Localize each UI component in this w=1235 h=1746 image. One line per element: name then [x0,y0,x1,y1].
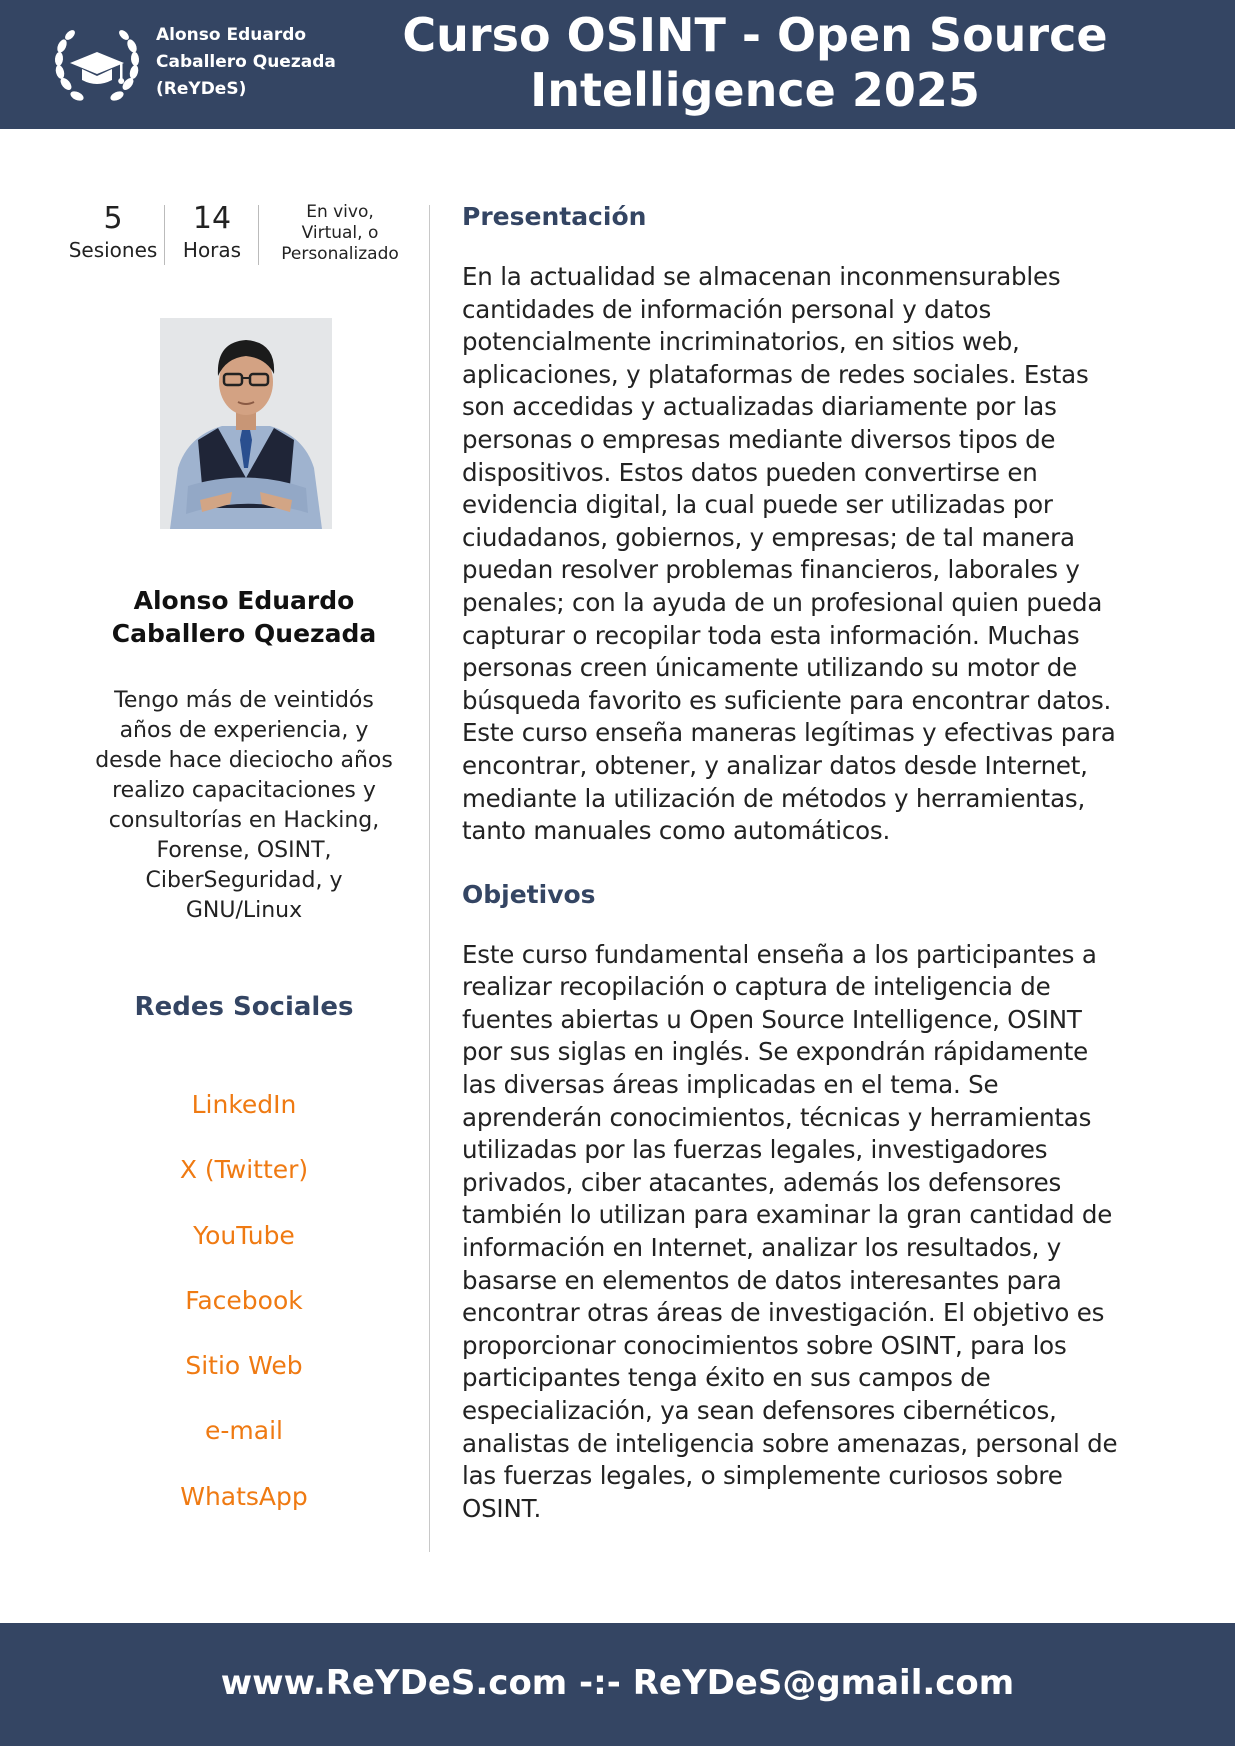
paragraph-line: por sus siglas en inglés. Se expondrán rápidamente [462,1037,1088,1067]
bio-line: consultorías en Hacking, [108,808,380,833]
stat-hours-label: Horas [182,238,242,262]
paragraph-line: En la actualidad se almacenan inconmensurables [462,262,1061,291]
stat-mode-line: Personalizado [281,244,399,264]
paragraph-line: Este curso fundamental enseña a los participantes a [462,939,1097,969]
brand-line: (ReYDeS) [156,79,247,99]
section-title-objetivos: Objetivos [462,879,596,909]
paragraph-line: encontrar, obtener, y analizar datos desde Internet, [462,750,1088,780]
bio-line: desde hace dieciocho años [95,748,393,773]
brand-line: Alonso Eduardo [156,25,307,45]
sidebar [40,200,448,1550]
paragraph-line: potencialmente incriminatorios, en sitios web, [462,327,1020,357]
paragraph-line: son accedidas y actualizadas diariamente por las [462,392,1057,422]
stat-hours-number: 14 [192,201,232,236]
paragraph-line: personas o empresas mediante diversos tipos de [462,424,1056,454]
stat-sessions-number: 5 [103,201,123,236]
paragraph-line: penales; con la ayuda de un profesional quien pueda [462,587,1103,617]
bio-line: CiberSeguridad, y [145,868,343,893]
bio-text [70,686,418,926]
paragraph-line: analistas de inteligencia sobre amenazas, personal de [462,1428,1118,1458]
paragraph-line: participantes tenga éxito en sus campos de [462,1363,991,1393]
main-content [462,200,1182,1525]
social-link-email[interactable]: e-mail [205,1416,283,1446]
stat-divider [258,205,259,265]
paragraph-line: Este curso enseña maneras legítimas y efectivas para [462,718,1116,748]
bio-line: Tengo más de veintidós [114,688,374,713]
person-name-line: Caballero Quezada [111,619,377,648]
paragraph-line: encontrar otras áreas de investigación. El objetivo es [462,1298,1105,1328]
brand-line: Caballero Quezada [156,52,336,72]
paragraph-line: cantidades de información personal y datos [462,294,992,324]
paragraph-line: especialización, ya sean defensores cibernéticos, [462,1396,1057,1425]
person-name-line: Alonso Eduardo [133,586,355,615]
paragraph-line: utilizadas por las fuerzas legales, investigadores [462,1135,1048,1165]
profile-photo [160,318,332,529]
paragraph-line: privados, ciber atacantes, además los defensores [462,1167,1062,1197]
bio-line: GNU/Linux [185,898,303,923]
social-title: Redes Sociales [134,992,354,1022]
social-link-facebook[interactable]: Facebook [185,1285,303,1315]
column-divider [429,205,430,1552]
section-title-presentacion: Presentación [462,202,647,231]
page-title [380,8,1130,118]
stat-mode-line: En vivo, [306,202,374,222]
bio-line: años de experiencia, y [119,718,369,743]
paragraph-line: fuentes abiertas u Open Source Intelligence, OSINT [462,1004,1082,1034]
paragraph-line: realizar recopilación o captura de inteligencia de [462,972,1051,1002]
paragraph-line: búsqueda favorito es suficiente para encontrar datos. [462,685,1112,715]
bio-line: realizo capacitaciones y [112,778,376,803]
paragraph-line: personas creen únicamente utilizando su motor de [462,653,1077,683]
footer-bar [0,1623,1235,1746]
bio-line: Forense, OSINT, [156,838,332,863]
paragraph-line: ciudadanos, gobiernos, y empresas; de tal manera [462,522,1075,552]
stat-mode [270,202,410,265]
stat-sessions-label: Sesiones [68,238,158,262]
stat-sessions [60,200,166,266]
social-link-youtube[interactable]: YouTube [193,1220,295,1250]
paragraph-line: capturar o recopilar toda esta información. Muchas [462,620,1080,650]
paragraph-line: aprenderán conocimientos, técnicas y herramientas [462,1102,1092,1132]
paragraph-line: puedan resolver problemas financieros, laborales y [462,555,1080,585]
brand-name [156,22,356,103]
person-name [40,584,448,650]
footer-contact: www.ReYDeS.com -:- ReYDeS@gmail.com [220,1663,1015,1703]
paragraph-line: proporcionar conocimientos sobre OSINT, para los [462,1330,1067,1360]
paragraph-line: basarse en elementos de datos interesantes para [462,1265,1062,1295]
paragraph-line: evidencia digital, la cual puede ser utilizadas por [462,490,1053,520]
page-title-line: Curso OSINT - Open Source [402,8,1108,62]
page-title-line: Intelligence 2025 [530,63,980,117]
paragraph-line: información en Internet, analizar los resultados, y [462,1233,1062,1263]
paragraph-line: aplicaciones, y plataformas de redes sociales. Estas [462,359,1089,389]
header-bar [0,0,1235,129]
paragraph-line: mediante la utilización de métodos y herramientas, [462,783,1086,813]
paragraph-line: dispositivos. Estos datos pueden convertirse en [462,457,1038,487]
social-link-twitter[interactable]: X (Twitter) [179,1155,309,1185]
paragraph-line: tanto manuales como automáticos. [462,816,891,846]
paragraph-line: las fuerzas legales, o simplemente curiosos sobre [462,1461,1063,1491]
social-link-whatsapp[interactable]: WhatsApp [180,1481,308,1511]
stat-divider [164,205,165,265]
course-stats [40,200,448,266]
paragraph-line: las diversas áreas implicadas en el tema. Se [462,1070,999,1100]
presentacion-text [462,261,1182,848]
stat-hours [168,200,256,266]
graduation-cap-laurel-icon [52,22,142,106]
social-link-linkedin[interactable]: LinkedIn [191,1090,297,1119]
social-link-website[interactable]: Sitio Web [185,1351,303,1381]
social-links [40,1088,448,1545]
paragraph-line: también lo utilizan para examinar la gran cantidad de [462,1200,1113,1230]
stat-mode-line: Virtual, o [301,223,379,243]
paragraph-line: OSINT. [462,1493,542,1523]
objetivos-text [462,939,1182,1526]
